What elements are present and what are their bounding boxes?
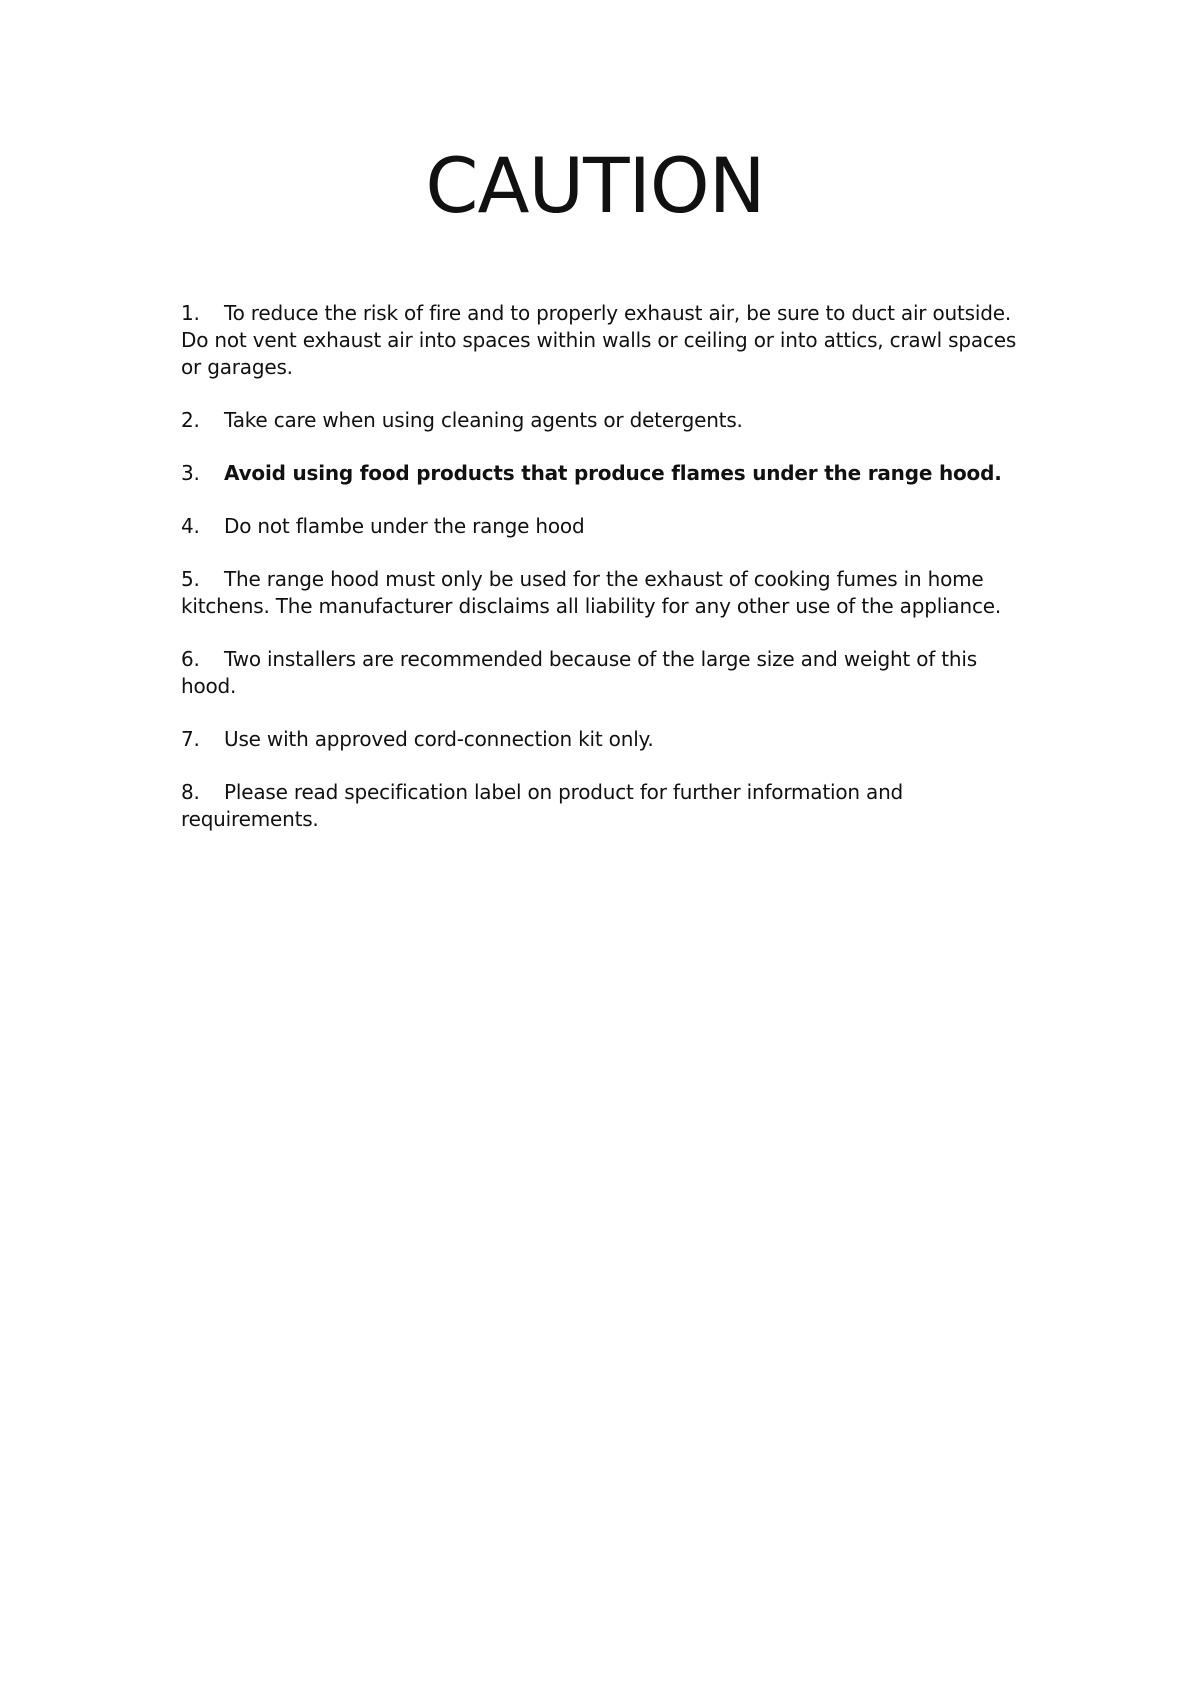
item-text: The range hood must only be used for the exhaust of cooking fumes in home kitchens. The manufacturer disclaims all liability for any other use of the appliance.	[181, 567, 1002, 618]
list-item	[181, 566, 1031, 620]
item-text: Avoid using food products that produce flames under the range hood.	[224, 461, 1002, 485]
item-number: 6.	[181, 647, 200, 671]
item-number: 5.	[181, 567, 200, 591]
item-number: 3.	[181, 461, 200, 485]
list-item	[181, 646, 1031, 700]
page-title: CAUTION	[425, 141, 765, 230]
item-text: Do not flambe under the range hood	[224, 514, 585, 538]
list-item	[181, 513, 1031, 540]
item-text: Two installers are recommended because of the large size and weight of this hood.	[181, 647, 977, 698]
list-item	[181, 300, 1031, 381]
item-number: 4.	[181, 514, 200, 538]
item-text: Please read specification label on product for further information and requirements.	[181, 780, 904, 831]
caution-list	[181, 300, 1031, 859]
item-text: Take care when using cleaning agents or detergents.	[224, 408, 743, 432]
list-item	[181, 460, 1031, 487]
item-text: Use with approved cord-connection kit only.	[224, 727, 654, 751]
item-number: 2.	[181, 408, 200, 432]
list-item	[181, 779, 1031, 833]
item-number: 7.	[181, 727, 200, 751]
list-item	[181, 407, 1031, 434]
item-number: 1.	[181, 301, 200, 325]
list-item	[181, 726, 1031, 753]
item-number: 8.	[181, 780, 200, 804]
item-text: To reduce the risk of fire and to properly exhaust air, be sure to duct air outside. Do not vent exhaust air into spaces within walls or ceiling or into attics, crawl spaces or garages.	[181, 301, 1017, 379]
